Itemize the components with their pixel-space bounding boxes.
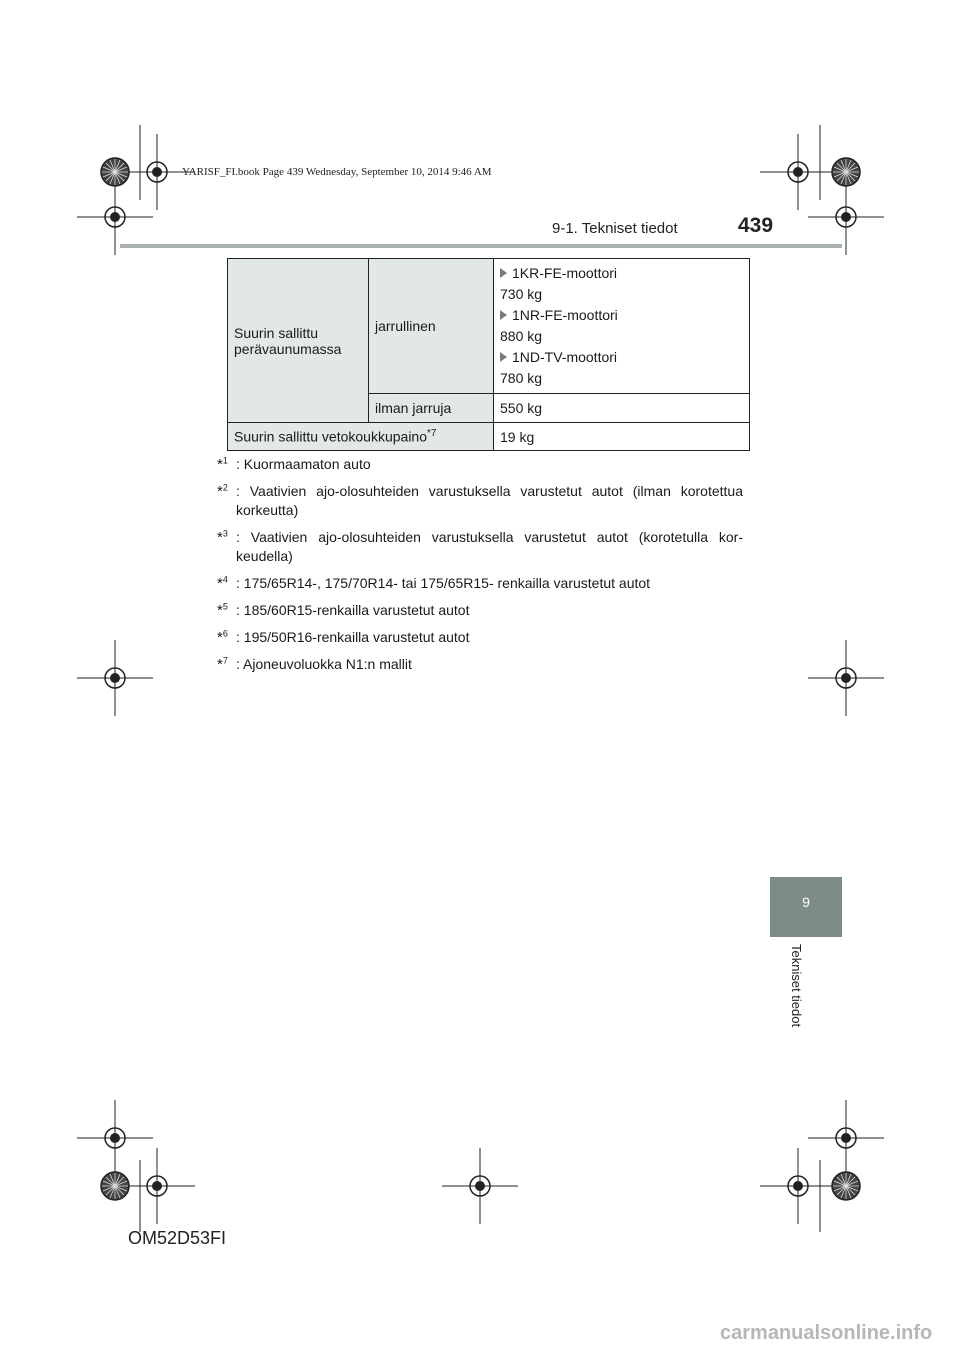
arrow-bullet-icon — [500, 352, 507, 362]
list-item — [500, 263, 743, 283]
chapter-tab — [770, 877, 842, 937]
footnote-mark: * — [217, 529, 223, 546]
section-title: 9-1. Tekniset tiedot — [552, 220, 678, 237]
footnote-text: : 175/65R14-, 175/70R14- tai 175/65R15- renkailla varustetut autot — [236, 575, 651, 591]
footnote — [217, 482, 743, 520]
table-cell-label — [228, 259, 369, 423]
row-sublabel: jarrullinen — [375, 318, 436, 334]
row-value: 19 kg — [500, 428, 535, 445]
footnote-mark: * — [217, 456, 223, 473]
footnote — [217, 574, 743, 593]
table-row — [228, 423, 750, 451]
footnote-mark: * — [217, 629, 223, 646]
engine-name: 1KR-FE-moottori — [512, 265, 618, 281]
footnotes — [217, 455, 743, 682]
footnote-number: 7 — [222, 655, 228, 666]
footnote-number: 2 — [222, 482, 228, 493]
engine-name: 1NR-FE-moottori — [512, 307, 618, 323]
table-cell-sublabel — [369, 259, 494, 394]
footnote-number: 3 — [222, 528, 228, 539]
footnote — [217, 655, 743, 674]
footnote-mark: * — [217, 602, 223, 619]
table-cell-value — [494, 394, 750, 423]
spec-table — [227, 258, 750, 451]
footnote — [217, 455, 743, 474]
footnote-number: 5 — [222, 601, 228, 612]
footnote-text: : Ajoneuvoluokka N1:n mallit — [236, 656, 412, 672]
footnote-number: 1 — [222, 455, 228, 466]
row-value: 550 kg — [500, 400, 543, 416]
arrow-bullet-icon — [500, 268, 507, 278]
footnote-ref: *7 — [427, 428, 437, 440]
engine-weight: 730 kg — [500, 286, 543, 302]
footnote — [217, 601, 743, 620]
list-item — [500, 347, 743, 367]
footnote-text: : Vaativien ajo-olosuhteiden varustuksella varustetut autot (ilman korotettua korkeutta) — [236, 483, 743, 518]
footnote-mark: * — [217, 656, 223, 673]
footnote-text: : 185/60R15-renkailla varustetut autot — [236, 602, 470, 618]
page-number: 439 — [738, 214, 774, 237]
table-cell-sublabel — [369, 394, 494, 423]
header-rule — [120, 244, 842, 248]
footnote — [217, 628, 743, 647]
arrow-bullet-icon — [500, 310, 507, 320]
footnote-text: : Vaativien ajo-olosuhteiden varustuksella varustetut autot (korotetulla kor-keudella) — [236, 529, 743, 564]
footnote-number: 4 — [222, 574, 228, 585]
row-sublabel: ilman jarruja — [375, 400, 452, 416]
book-info: YARISF_FI.book Page 439 Wednesday, September 10, 2014 9:46 AM — [182, 166, 492, 178]
table-row — [228, 259, 750, 394]
table-cell-label — [228, 423, 494, 451]
document-code: OM52D53FI — [128, 1228, 227, 1248]
row-label: Suurin sallittu vetokoukkupaino — [234, 428, 428, 445]
engine-weight: 780 kg — [500, 370, 543, 386]
footnote-text: : 195/50R16-renkailla varustetut autot — [236, 629, 470, 645]
table-cell-value — [494, 423, 750, 451]
footnote-mark: * — [217, 483, 223, 500]
engine-weight: 880 kg — [500, 328, 543, 344]
row-label: Suurin sallittu perävaunumassa — [234, 324, 342, 357]
table-cell-values — [494, 259, 750, 394]
chapter-label: Tekniset tiedot — [789, 944, 804, 1028]
watermark: carmanualsonline.info — [720, 1322, 933, 1344]
list-item — [500, 305, 743, 325]
footnote — [217, 528, 743, 566]
footnote-number: 6 — [222, 628, 228, 639]
chapter-number: 9 — [802, 894, 810, 910]
footnote-text: : Kuormaamaton auto — [236, 456, 371, 472]
engine-name: 1ND-TV-moottori — [512, 349, 618, 365]
footnote-mark: * — [217, 575, 223, 592]
